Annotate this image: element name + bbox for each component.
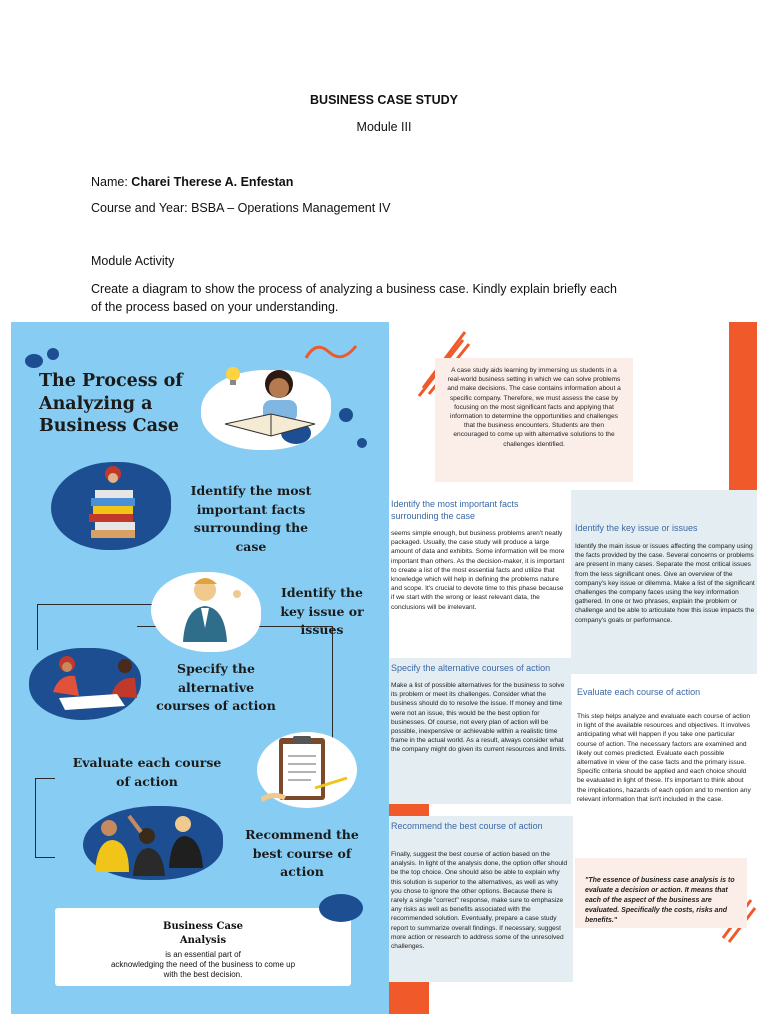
- decor-blob: [25, 354, 43, 368]
- decor-blob: [357, 438, 367, 448]
- document-title: BUSINESS CASE STUDY: [310, 93, 458, 107]
- card-text: is an essential part of acknowledging the need of the business to come up with the best decision.: [110, 950, 296, 979]
- name-value: Charei Therese A. Enfestan: [131, 175, 294, 189]
- alternatives-box: [389, 658, 571, 804]
- facts-box: [389, 492, 569, 640]
- process-explanations-panel: [389, 322, 757, 1014]
- step-recommend: Recommend the best course of action: [245, 827, 359, 879]
- team-meeting-illustration: [29, 652, 149, 718]
- infographic-panel: [11, 322, 389, 1014]
- instruction-text: [91, 280, 691, 316]
- book-stack-illustration: [83, 460, 143, 550]
- step-specify-alternatives: Specify the alternative courses of action: [156, 661, 276, 713]
- facts-body: seems simple enough, but business problems aren't neatly packaged. Usually, the case study will produce a large amount of data and exhibits. Some information will be more important than others. As the decision-maker, it is important to create a list of the most essential facts and utilize that knowledge which will help in defining the problems nature and scope. It's crucial to devote time to this phase because if we start with the wrong or least relevant data, the conclusions will be irrelevant.: [391, 530, 565, 611]
- name-line: [91, 175, 293, 189]
- issues-heading: Identify the key issue or issues: [575, 523, 698, 533]
- recommend-body: Finally, suggest the best course of action based on the analysis. In light of the analysis done, the option offer should be the top choice. One should also be able to explain why this solution is superior to the alternatives, as well as why you chose to ignore the other options. Because there is rarely a single "correct" response, make sure to emphasize any risks as well as benefits associated with the recommended solution. Eventually, prepare a case study report to summarize overall findings. If necessary, suggest more action or research to address some of the unresolved challenges.: [391, 851, 568, 951]
- decor-blob: [47, 348, 59, 360]
- step-identify-facts: Identify the most important facts surrounding the case: [190, 483, 312, 554]
- evaluate-box: [571, 680, 757, 856]
- instruction-line-2: of the process based on your understanding.: [91, 300, 339, 314]
- document-module: Module III: [356, 120, 412, 134]
- decor-blob: [339, 408, 353, 422]
- alternatives-heading: Specify the alternative courses of action: [391, 663, 551, 673]
- step-identify-issues: Identify the key issue or issues: [280, 585, 364, 637]
- recommend-heading: Recommend the best course of action: [391, 821, 543, 831]
- celebrating-team-illustration: [89, 806, 219, 880]
- girl-reading-illustration: [211, 362, 321, 442]
- alternatives-body: Make a list of possible alternatives for the business to solve its problem or meet its challenges. Consider what the business should do to resolve the issue. If money and time were not an issue, this would be the best option for businesses. Of course, not every plan of action will be possible, inexpensive or achievable within a realistic time frame in the actual world. As a result, always consider what the company might do given its current resources and limits.: [391, 682, 567, 754]
- activity-label: Module Activity: [91, 254, 175, 268]
- recommend-box: [389, 816, 573, 982]
- decor-blob: [319, 894, 363, 922]
- evaluate-heading: Evaluate each course of action: [577, 687, 701, 697]
- infographic-title: The Process of Analyzing a Business Case: [39, 371, 183, 436]
- evaluate-body: This step helps analyze and evaluate each course of action in light of the available resources and objectives. It involves anticipating what will happen if you take one particular course of action. The necessary factors are examined and likely out comes predicted. Evaluate each possible alternative in view of the case facts and the primary issue. Specific criteria should be applied and each choice should be evaluated in light of these. It's important to think about the implications, hazards of each option and to mention any relevant information that isn't included in the case.: [577, 713, 751, 803]
- name-label: Name:: [91, 175, 132, 189]
- issues-box: [571, 490, 757, 674]
- business-case-analysis-card: [55, 908, 351, 986]
- clipboard-illustration: [261, 734, 357, 810]
- businessman-illustration: [161, 572, 251, 650]
- facts-heading: Identify the most important facts surrounding the case: [391, 499, 519, 521]
- step-evaluate: Evaluate each course of action: [72, 755, 222, 789]
- card-title: Business Case Analysis: [163, 921, 243, 946]
- issues-body: Identify the main issue or issues affecting the company using the facts provided by the case. Several concerns or problems are present in many cases. Separate the most critical issues from the less significant ones. Give an overview of the company's key issue or dilemma. Make a list of the significant challenges the company faces using the key information gathered. In one or two phrases, explain the problem or challenge and be able to articulate how this issue impacts the company's goals or performance.: [575, 543, 755, 624]
- essence-quote: "The essence of business case analysis is to evaluate a decision or action. It means that each of the aspect of the business are evaluated. Specifically the costs, risks and benefits.": [575, 858, 747, 928]
- instruction-line-1: Create a diagram to show the process of analyzing a business case. Kindly explain briefly each: [91, 282, 617, 296]
- intro-text: A case study aids learning by immersing us students in a real-world business setting in which we can solve problems and make decisions. The case contains information about a specific company. Therefore, we must assess the case by focusing on the most significant facts and applying that information to determine the opportunities and challenges that the business encounters. Students are then encouraged to come up with alternative solutions to the challenges identified.: [435, 358, 633, 482]
- course-line: Course and Year: BSBA – Operations Management IV: [91, 201, 391, 215]
